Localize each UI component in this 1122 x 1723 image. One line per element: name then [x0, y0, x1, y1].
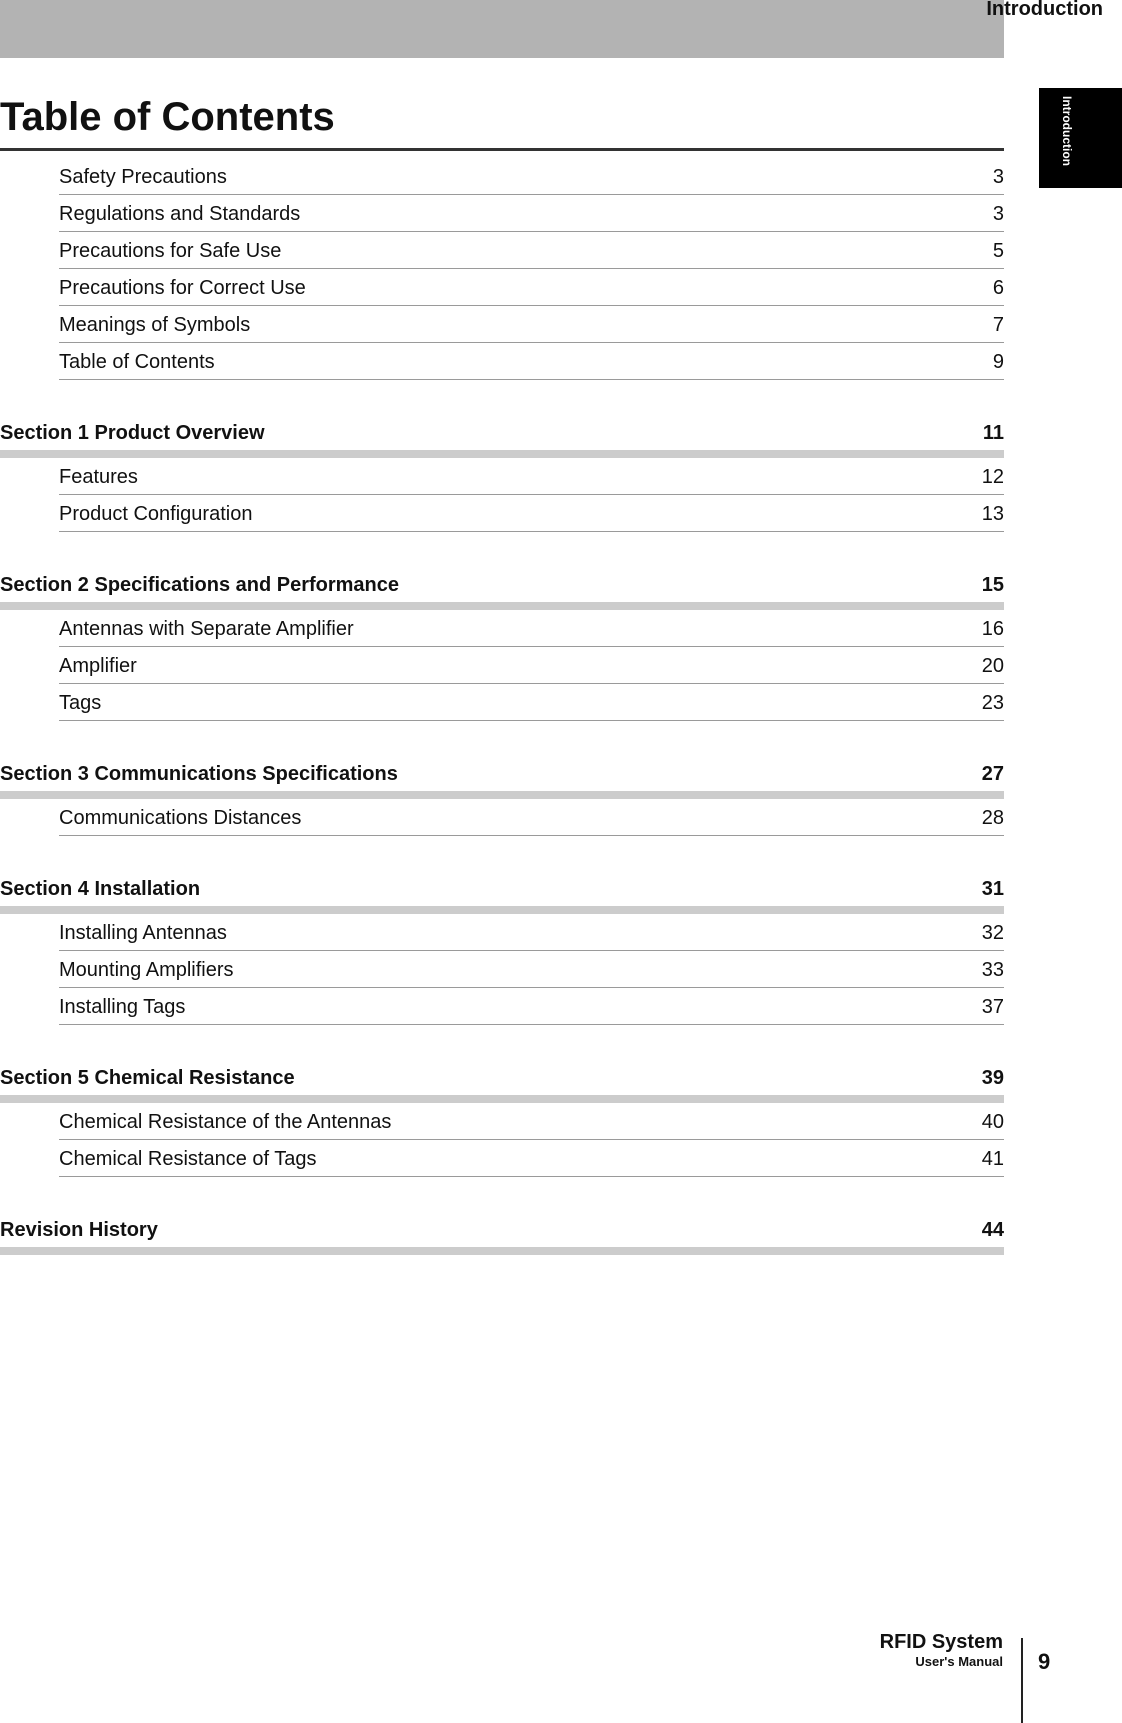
toc-entry-title: Mounting Amplifiers [59, 959, 234, 981]
toc-section-heading[interactable] [0, 755, 1004, 799]
toc-entry-page: 9 [992, 351, 1004, 373]
toc-entry-title: Precautions for Safe Use [59, 240, 282, 262]
page-number: 9 [1038, 1649, 1051, 1674]
toc-entry-page: 40 [981, 1111, 1004, 1133]
toc-entry[interactable] [59, 1103, 1004, 1140]
title-rule [0, 148, 1004, 151]
toc-entry[interactable] [59, 684, 1004, 721]
toc-section-title: Revision History [0, 1219, 158, 1241]
toc-entry[interactable] [59, 799, 1004, 836]
toc-entry-page: 33 [981, 959, 1004, 981]
toc-section-title: Section 3 Communications Specifications [0, 763, 398, 785]
toc-entry-page: 41 [981, 1148, 1004, 1170]
toc-entry-title: Antennas with Separate Amplifier [59, 618, 354, 640]
toc-entry-page: 28 [981, 807, 1004, 829]
toc-entry-title: Chemical Resistance of the Antennas [59, 1111, 392, 1133]
toc-entry[interactable] [59, 306, 1004, 343]
toc-entry-title: Communications Distances [59, 807, 302, 829]
toc-section-heading[interactable] [0, 1211, 1004, 1255]
toc-entry-title: Amplifier [59, 655, 137, 677]
toc-entry-title: Regulations and Standards [59, 203, 301, 225]
toc-entry-page: 37 [981, 996, 1004, 1018]
toc-entry-title: Table of Contents [59, 351, 215, 373]
toc-section-title: Section 1 Product Overview [0, 422, 265, 444]
toc-entry-page: 3 [992, 166, 1004, 188]
toc-entry[interactable] [59, 195, 1004, 232]
toc-entry-title: Installing Antennas [59, 922, 227, 944]
toc-entry-page: 7 [992, 314, 1004, 336]
toc-entry[interactable] [59, 1140, 1004, 1177]
toc-entry-page: 5 [992, 240, 1004, 262]
table-of-contents [0, 158, 1004, 1255]
toc-section-page: 15 [981, 574, 1004, 596]
page-title: Table of Contents [0, 95, 335, 139]
toc-entry[interactable] [59, 495, 1004, 532]
side-tab-label: Introduction [1060, 96, 1074, 166]
toc-entry[interactable] [59, 610, 1004, 647]
footer-divider [1021, 1638, 1023, 1723]
toc-entry[interactable] [59, 988, 1004, 1025]
toc-entry[interactable] [59, 458, 1004, 495]
header-title: Introduction [986, 0, 1103, 20]
toc-entry-page: 6 [992, 277, 1004, 299]
toc-entry-page: 20 [981, 655, 1004, 677]
toc-entry-page: 32 [981, 922, 1004, 944]
toc-section-heading[interactable] [0, 1059, 1004, 1103]
toc-entry-page: 13 [981, 503, 1004, 525]
toc-section-heading[interactable] [0, 870, 1004, 914]
toc-section-page: 11 [982, 422, 1004, 444]
footer-manual-label: User's Manual [915, 1654, 1003, 1669]
toc-entry[interactable] [59, 647, 1004, 684]
toc-section-page: 31 [981, 878, 1004, 900]
toc-section-page: 44 [981, 1219, 1004, 1241]
toc-entry-page: 23 [981, 692, 1004, 714]
toc-entry[interactable] [59, 951, 1004, 988]
side-tab [1039, 88, 1122, 188]
toc-entry-title: Precautions for Correct Use [59, 277, 306, 299]
toc-section-title: Section 4 Installation [0, 878, 201, 900]
toc-entry-title: Meanings of Symbols [59, 314, 251, 336]
toc-entry-page: 12 [981, 466, 1004, 488]
toc-section-page: 39 [981, 1067, 1004, 1089]
toc-entry[interactable] [59, 158, 1004, 195]
toc-section-heading[interactable] [0, 566, 1004, 610]
toc-entry-title: Product Configuration [59, 503, 253, 525]
toc-entry-title: Installing Tags [59, 996, 186, 1018]
toc-entry-page: 16 [981, 618, 1004, 640]
toc-entry[interactable] [59, 914, 1004, 951]
toc-entry-title: Chemical Resistance of Tags [59, 1148, 317, 1170]
toc-entry-title: Features [59, 466, 138, 488]
toc-section-page: 27 [981, 763, 1004, 785]
header-bar [0, 0, 1004, 58]
toc-entry[interactable] [59, 232, 1004, 269]
toc-entry-title: Safety Precautions [59, 166, 227, 188]
footer-product-name: RFID System [879, 1631, 1003, 1653]
toc-entry[interactable] [59, 269, 1004, 306]
toc-entry-title: Tags [59, 692, 102, 714]
toc-section-title: Section 2 Specifications and Performance [0, 574, 400, 596]
toc-entry[interactable] [59, 343, 1004, 380]
toc-entry-page: 3 [992, 203, 1004, 225]
toc-section-heading[interactable] [0, 414, 1004, 458]
toc-section-title: Section 5 Chemical Resistance [0, 1067, 295, 1089]
